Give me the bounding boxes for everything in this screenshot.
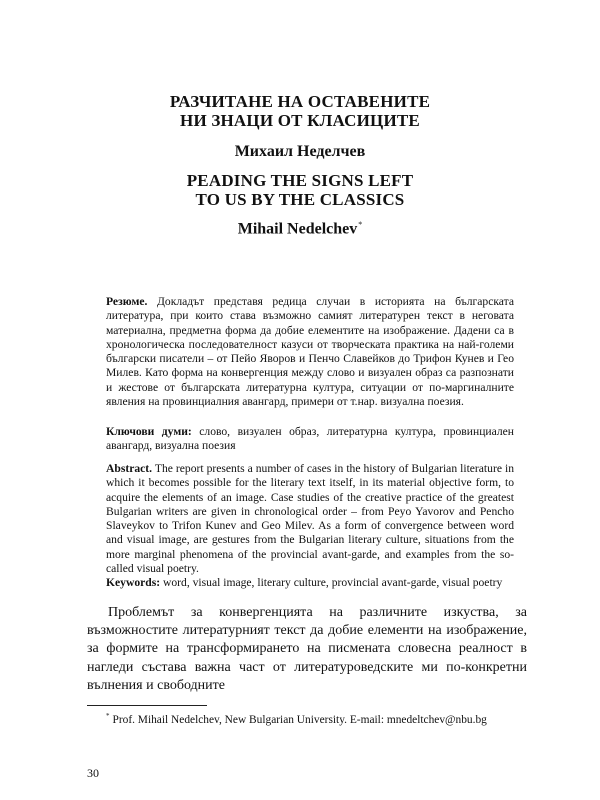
- footnote-mark: *: [106, 712, 110, 720]
- abstract-en-paragraph: [106, 462, 514, 576]
- resume-text: Докладът представя редица случаи в историята на българската литература, при които става възможно самият литературен текст в неговата материална, предметна форма да добие елементите на изображение. Дадени са в хронологическа последователност казуси от творческата практика на най-големи български писатели – от Пейо Яворов и Пенчо Славейков до Трифон Кунев и Гео Милев. Като форма на конвергенция между слово и визуален образ са разпознати и жестове от българската литературна култура, ситуации от по-маргиналните явления на провинциалния авангард, примери от т.нар. визуална поезия.: [106, 295, 514, 409]
- footnote-text: Prof. Mihail Nedelchev, New Bulgarian University. E-mail: mnedeltchev@nbu.bg: [112, 713, 487, 726]
- keywords-en-text: word, visual image, literary culture, provincial avant-garde, visual poetry: [163, 576, 503, 589]
- keywords-bg-label: Ключови думи:: [106, 425, 192, 438]
- author-name-en: [0, 220, 600, 238]
- title-bg-line-2: НИ ЗНАЦИ ОТ КЛАСИЦИТЕ: [180, 111, 420, 130]
- author-name-bg: Михаил Неделчев: [234, 143, 366, 160]
- author-name-en-text: Mihail Nedelchev: [237, 220, 358, 238]
- title-bg-line-1: РАЗЧИТАНЕ НА ОСТАВЕНИТЕ: [169, 92, 431, 111]
- keywords-bg-text: слово, визуален образ, литературна култура, провинциален авангард, визуална поезия: [106, 425, 514, 453]
- keywords-en-label: Keywords:: [106, 576, 161, 589]
- title-en-line-1: PEADING THE SIGNS LEFT: [186, 171, 414, 190]
- abstract-en-text: The report presents a number of cases in the history of Bulgarian literature in which it becomes possible for the literary text itself, in its material objective form, to acquire the elements of an image. Case studies of the creative practice of the greatest Bulgarian writers are given in chronological order – from Peyo Yavorov and Pencho Slaveykov to Trifon Kunev and Geo Milev. As a form of convergence between word and visual image, are gestures from the Bulgarian literary culture, situations from the more marginal phenomena of the provincial avant-garde, and examples from the so-called visual poetry.: [106, 462, 514, 576]
- resume-label: Резюме.: [106, 295, 148, 308]
- page-number: 30: [87, 766, 99, 780]
- title-en-line-2: TO US BY THE CLASSICS: [195, 190, 405, 209]
- author-footnote-mark: *: [358, 220, 363, 229]
- resume-paragraph: [106, 295, 514, 409]
- body-paragraph: Проблемът за конвергенцията на различните изкуства, за възможностите литературният текст да добие елементи на изображение, за формите на трансформирането на писмената словесна реалност в нагледи състава важна част от литературоведските ми по-конкретни вълнения и свободните: [87, 605, 527, 693]
- footnote: [106, 712, 536, 726]
- footnote-separator: [87, 705, 207, 706]
- abstract-en-label: Abstract.: [106, 462, 153, 475]
- keywords-bg-paragraph: [106, 425, 514, 454]
- keywords-en-paragraph: [106, 576, 514, 590]
